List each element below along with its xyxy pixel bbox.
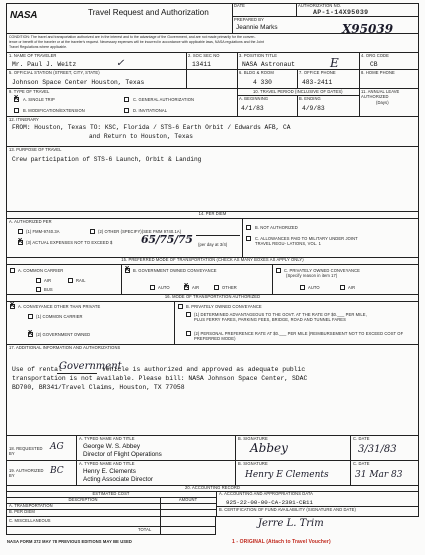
other-per-diem-label: (2) OTHER (SPECIFY)(SEE FMM 9740.1A) — [98, 229, 182, 234]
bldg-room-value: 4 330 — [253, 79, 272, 86]
mode-gov-owned-mark: X — [28, 330, 33, 338]
authorized-date: 31 Mar 83 — [355, 470, 403, 480]
per-diem-not-authorized-checkbox[interactable] — [246, 225, 251, 230]
private-auto-label: AUTO — [308, 285, 320, 290]
personal-preference-label: (2) PERSONAL PREFERENCE RATE AT $0.___ PER MILE (REIMBURSEMENT NOT TO EXCEED COST OF PREFERRED MODE) — [194, 331, 404, 341]
prepared-by-value: Jeannie Marks — [236, 24, 278, 31]
org-code-value: CB — [370, 61, 378, 68]
invitational-label: D. INVITATIONAL — [133, 108, 168, 113]
privately-owned-label: C. PRIVATELY OWNED CONVEYANCE — [284, 268, 360, 273]
gov-other-checkbox[interactable] — [214, 285, 219, 290]
ending-label: B. ENDING — [299, 96, 321, 101]
private-auto-checkbox[interactable] — [300, 285, 305, 290]
authorized-by-label: 19. AUTHORIZED BY — [9, 468, 44, 478]
single-trip-label: A. SINGLE TRIP — [23, 97, 55, 102]
general-authorization-label: C. GENERAL AUTHORIZATION — [133, 97, 195, 102]
traveler-name-checkmark: ✓ — [116, 58, 125, 69]
authorized-signature: Henry E Clements — [245, 470, 329, 480]
stamped-authorization-number: AP-1-14X95039 — [313, 9, 369, 16]
rail-label: RAIL — [76, 278, 86, 283]
official-station-label: 5. OFFICIAL STATION (STREET, CITY, STATE) — [9, 70, 100, 75]
description-header: DESCRIPTION — [68, 497, 98, 502]
travel-period-label: 10. TRAVEL PERIOD (INCLUSIVE OF DATES) — [253, 89, 343, 94]
ssn-label: 2. SOC SEC NO — [188, 53, 220, 58]
form-number: NASA FORM 372 MAY 78 PREVIOUS EDITIONS MAY BE USED — [7, 539, 132, 544]
requested-date: 3/31/83 — [358, 444, 397, 455]
gov-other-label: OTHER — [222, 285, 237, 290]
requested-by-label: 18. REQUESTED BY — [9, 446, 43, 456]
additional-text-suffix: vehicle is authorized and approved as adequate public — [102, 366, 306, 373]
nasa-logo-text: NASA — [10, 10, 38, 21]
requested-typed-name-label: A. TYPED NAME AND TITLE — [79, 436, 135, 441]
beginning-label: A. BEGINNING — [239, 96, 269, 101]
ssn-value: 13411 — [192, 61, 211, 68]
authorized-per-label: A. AUTHORIZED PER — [9, 219, 52, 224]
purpose-label: 13. PURPOSE OF TRAVEL — [9, 147, 62, 152]
approp-data-label: A. ACCOUNTING AND APPROPRIATIONS DATA — [219, 491, 314, 496]
approp-data-value: 925-22-00-00-CA-2301-CB11 — [226, 499, 313, 506]
common-carrier-label: A. COMMON CARRIER — [18, 268, 64, 273]
estimated-cost-label: ESTIMATED COST — [92, 491, 130, 496]
actual-expenses-mark: X — [18, 238, 23, 246]
transportation-row-label: A. TRANSPORTATION — [9, 503, 53, 508]
bus-label: BUS — [44, 287, 53, 292]
allowances-checkbox[interactable] — [246, 236, 251, 241]
prepared-by-label: PREPARED BY — [234, 17, 264, 22]
org-code-label: 4. ORG CODE — [361, 53, 389, 58]
type-of-travel-label: 9. TYPE OF TRAVEL — [9, 89, 50, 94]
beginning-value: 4/1/83 — [241, 105, 264, 112]
authorized-typed-name-label: A. TYPED NAME AND TITLE — [79, 461, 135, 466]
handwritten-grade-mark: E — [330, 56, 339, 70]
determined-advantageous-label: (1) DETERMINED ADVANTAGEOUS TO THE GOVT. AT THE RATE OF $0.___ PER MILE, PLUS FERRY FARES, PARKING FEES, BRIDGE, ROAD AND TUNNEL FARES — [194, 312, 367, 322]
additional-text-prefix: Use of rental — [12, 366, 62, 373]
ending-value: 4/9/83 — [302, 105, 325, 112]
date-label: DATE — [234, 3, 246, 8]
fund-certification-label: B. CERTIFICATION OF FUND AVAILABILITY (SIGNATURE AND DATE) — [219, 507, 356, 512]
total-label: TOTAL — [138, 527, 152, 532]
preferred-mode-section-label: 15. PREFERRED MODE OF TRANSPORTATION (CHECK AS MANY BOXES AS APPLY ONLY) — [121, 257, 304, 262]
handwritten-authorization-number: X95039 — [342, 22, 394, 36]
traveler-name-value: Mr. Paul J. Weitz — [12, 61, 77, 68]
position-value: NASA Astronaut — [242, 61, 295, 68]
position-label: 3. POSITION TITLE — [239, 53, 278, 58]
per-diem-section-label: 14. PER DIEM — [198, 211, 227, 216]
official-station-value: Johnson Space Center Houston, Texas — [12, 79, 145, 86]
authorized-title: Acting Associate Director — [83, 476, 153, 483]
privately-owned-checkbox[interactable] — [276, 268, 281, 273]
copy-designation: 1 - ORIGINAL (Attach to Travel Voucher) — [232, 539, 331, 545]
private-air-checkbox[interactable] — [340, 285, 345, 290]
allowances-label: C. ALLOWANCES PAID TO MILITARY UNDER JOINT TRAVEL REGU- LATIONS, VOL. 1 — [255, 236, 358, 246]
gov-auto-label: AUTO — [158, 285, 170, 290]
nasa-logo — [10, 5, 38, 21]
authorized-signature-label: B. SIGNATURE — [238, 461, 268, 466]
government-conveyance-label: B. GOVERNMENT OWNED CONVEYANCE — [133, 268, 217, 273]
bus-checkbox[interactable] — [36, 287, 41, 292]
requested-by-initials: AG — [50, 442, 64, 452]
private-air-label: AIR — [348, 285, 356, 290]
authorized-name: Henry E. Clements — [83, 468, 136, 475]
annual-leave-label: 11. ANNUAL LEAVE AUTHORIZED — [361, 89, 400, 99]
additional-text-line-2: transportation is not available. Please bill: NASA Johnson Space Center, SDAC — [12, 375, 308, 382]
office-phone-label: 7. OFFICE PHONE — [299, 70, 336, 75]
government-conveyance-mark: X — [125, 266, 130, 274]
miscellaneous-row-label: C. MISCELLANEOUS — [9, 518, 51, 523]
itinerary-line-1: FROM: Houston, Texas TO: KSC, Florida / STS-6 Earth Orbit / Edwards AFB, CA — [12, 124, 291, 131]
additional-info-label: 17. ADDITIONAL INFORMATION AND AUTHORIZATIONS — [9, 345, 121, 350]
single-trip-mark: X — [14, 95, 19, 103]
mode-authorized-section-label: 16. MODE OF TRANSPORTATION AUTHORIZED — [164, 294, 261, 299]
itinerary-label: 12. ITINERARY — [9, 117, 39, 122]
determined-advantageous-checkbox[interactable] — [186, 312, 191, 317]
home-phone-label: 8. HOME PHONE — [361, 70, 395, 75]
gov-air-mark: X — [184, 283, 189, 291]
annual-leave-days-label: (Days) — [376, 100, 389, 105]
personal-preference-checkbox[interactable] — [186, 331, 191, 336]
per-diem-row-label: B. PER DIEM — [9, 509, 35, 514]
bldg-room-label: 6. BLDG & ROOM — [239, 70, 274, 75]
requested-signature: Abbey — [250, 441, 288, 455]
requested-title: Director of Flight Operations — [83, 451, 162, 458]
gov-air-label: AIR — [192, 285, 200, 290]
mode-privately-owned-label: B. PRIVATELY OWNED CONVEYANCE — [186, 304, 262, 309]
actual-expenses-value: 65/75/75 — [141, 233, 193, 246]
actual-expenses-label: (3) ACTUAL EXPENSES NOT TO EXCEED $ — [26, 240, 113, 245]
accounting-section-label: 20. ACCOUNTING RECORD — [184, 485, 241, 490]
fmm-label: (1) FMM-9740.3A — [26, 229, 60, 234]
per-day-note: (per day at 3/4) — [198, 242, 228, 247]
form-title: Travel Request and Authorization — [88, 8, 209, 17]
mode-common-carrier-checkbox[interactable] — [28, 314, 33, 319]
gov-auto-checkbox[interactable] — [150, 285, 155, 290]
mode-gov-owned-label: (2) GOVERNMENT OWNED — [36, 332, 91, 337]
air-label: AIR — [44, 278, 52, 283]
modification-label: B. MODIFICATION/EXTENSION — [23, 108, 85, 113]
additional-text-line-3: BD700, BR341/Travel Claims, Houston, TX 77058 — [12, 384, 185, 391]
conveyance-other-label: A. CONVEYANCE OTHER THAN PRIVATE — [18, 304, 101, 309]
rail-checkbox[interactable] — [68, 278, 73, 283]
condition-line-3: Travel Regulations where applicable. — [9, 45, 68, 49]
amount-header: AMOUNT — [178, 497, 198, 502]
authorization-no-label: AUTHORIZATION NO. — [298, 3, 342, 8]
conveyance-other-mark: X — [10, 302, 15, 310]
requested-name: George W. S. Abbey — [83, 443, 141, 450]
traveler-name-label: 1. NAME OF TRAVELER — [9, 53, 57, 58]
general-authorization-checkbox[interactable] — [124, 97, 129, 102]
condition-line-2: ience or benefit of the traveler or at the traveler's request. Necessary expenses will be incurred in accordance with applicable laws, NASA regulations and the Joint — [9, 40, 265, 44]
authorized-date-label: C. DATE — [353, 461, 370, 466]
fund-certification-signature: Jerre L. Trim — [258, 518, 324, 529]
mode-common-carrier-label: (1) COMMON CARRIER — [36, 314, 83, 319]
condition-line-1: CONDITION: The travel and transportation authorized are in the interest and to the advantage of the Government, and are not made primarily for the conven- — [9, 35, 256, 39]
authorized-by-initials: BC — [50, 466, 64, 476]
purpose-value: Crew participation of STS-6 Launch, Orbit & Landing — [12, 156, 202, 163]
per-diem-not-authorized-label: B. NOT AUTHORIZED — [255, 225, 298, 230]
requested-date-label: C. DATE — [353, 436, 370, 441]
fmm-checkbox[interactable] — [18, 229, 23, 234]
itinerary-line-2: and Return to Houston, Texas — [89, 133, 193, 140]
invitational-checkbox[interactable] — [124, 108, 129, 113]
privately-owned-reason-note: (Specify reason in item 17) — [286, 273, 338, 278]
common-carrier-checkbox[interactable] — [10, 268, 15, 273]
other-per-diem-checkbox[interactable] — [90, 229, 95, 234]
air-checkbox[interactable] — [36, 278, 41, 283]
office-phone-value: 483-2411 — [302, 79, 333, 86]
modification-checkbox[interactable] — [14, 108, 19, 113]
additional-handwritten-word: Government — [59, 361, 122, 372]
mode-privately-owned-checkbox[interactable] — [178, 304, 183, 309]
requested-signature-label: B. SIGNATURE — [238, 436, 268, 441]
